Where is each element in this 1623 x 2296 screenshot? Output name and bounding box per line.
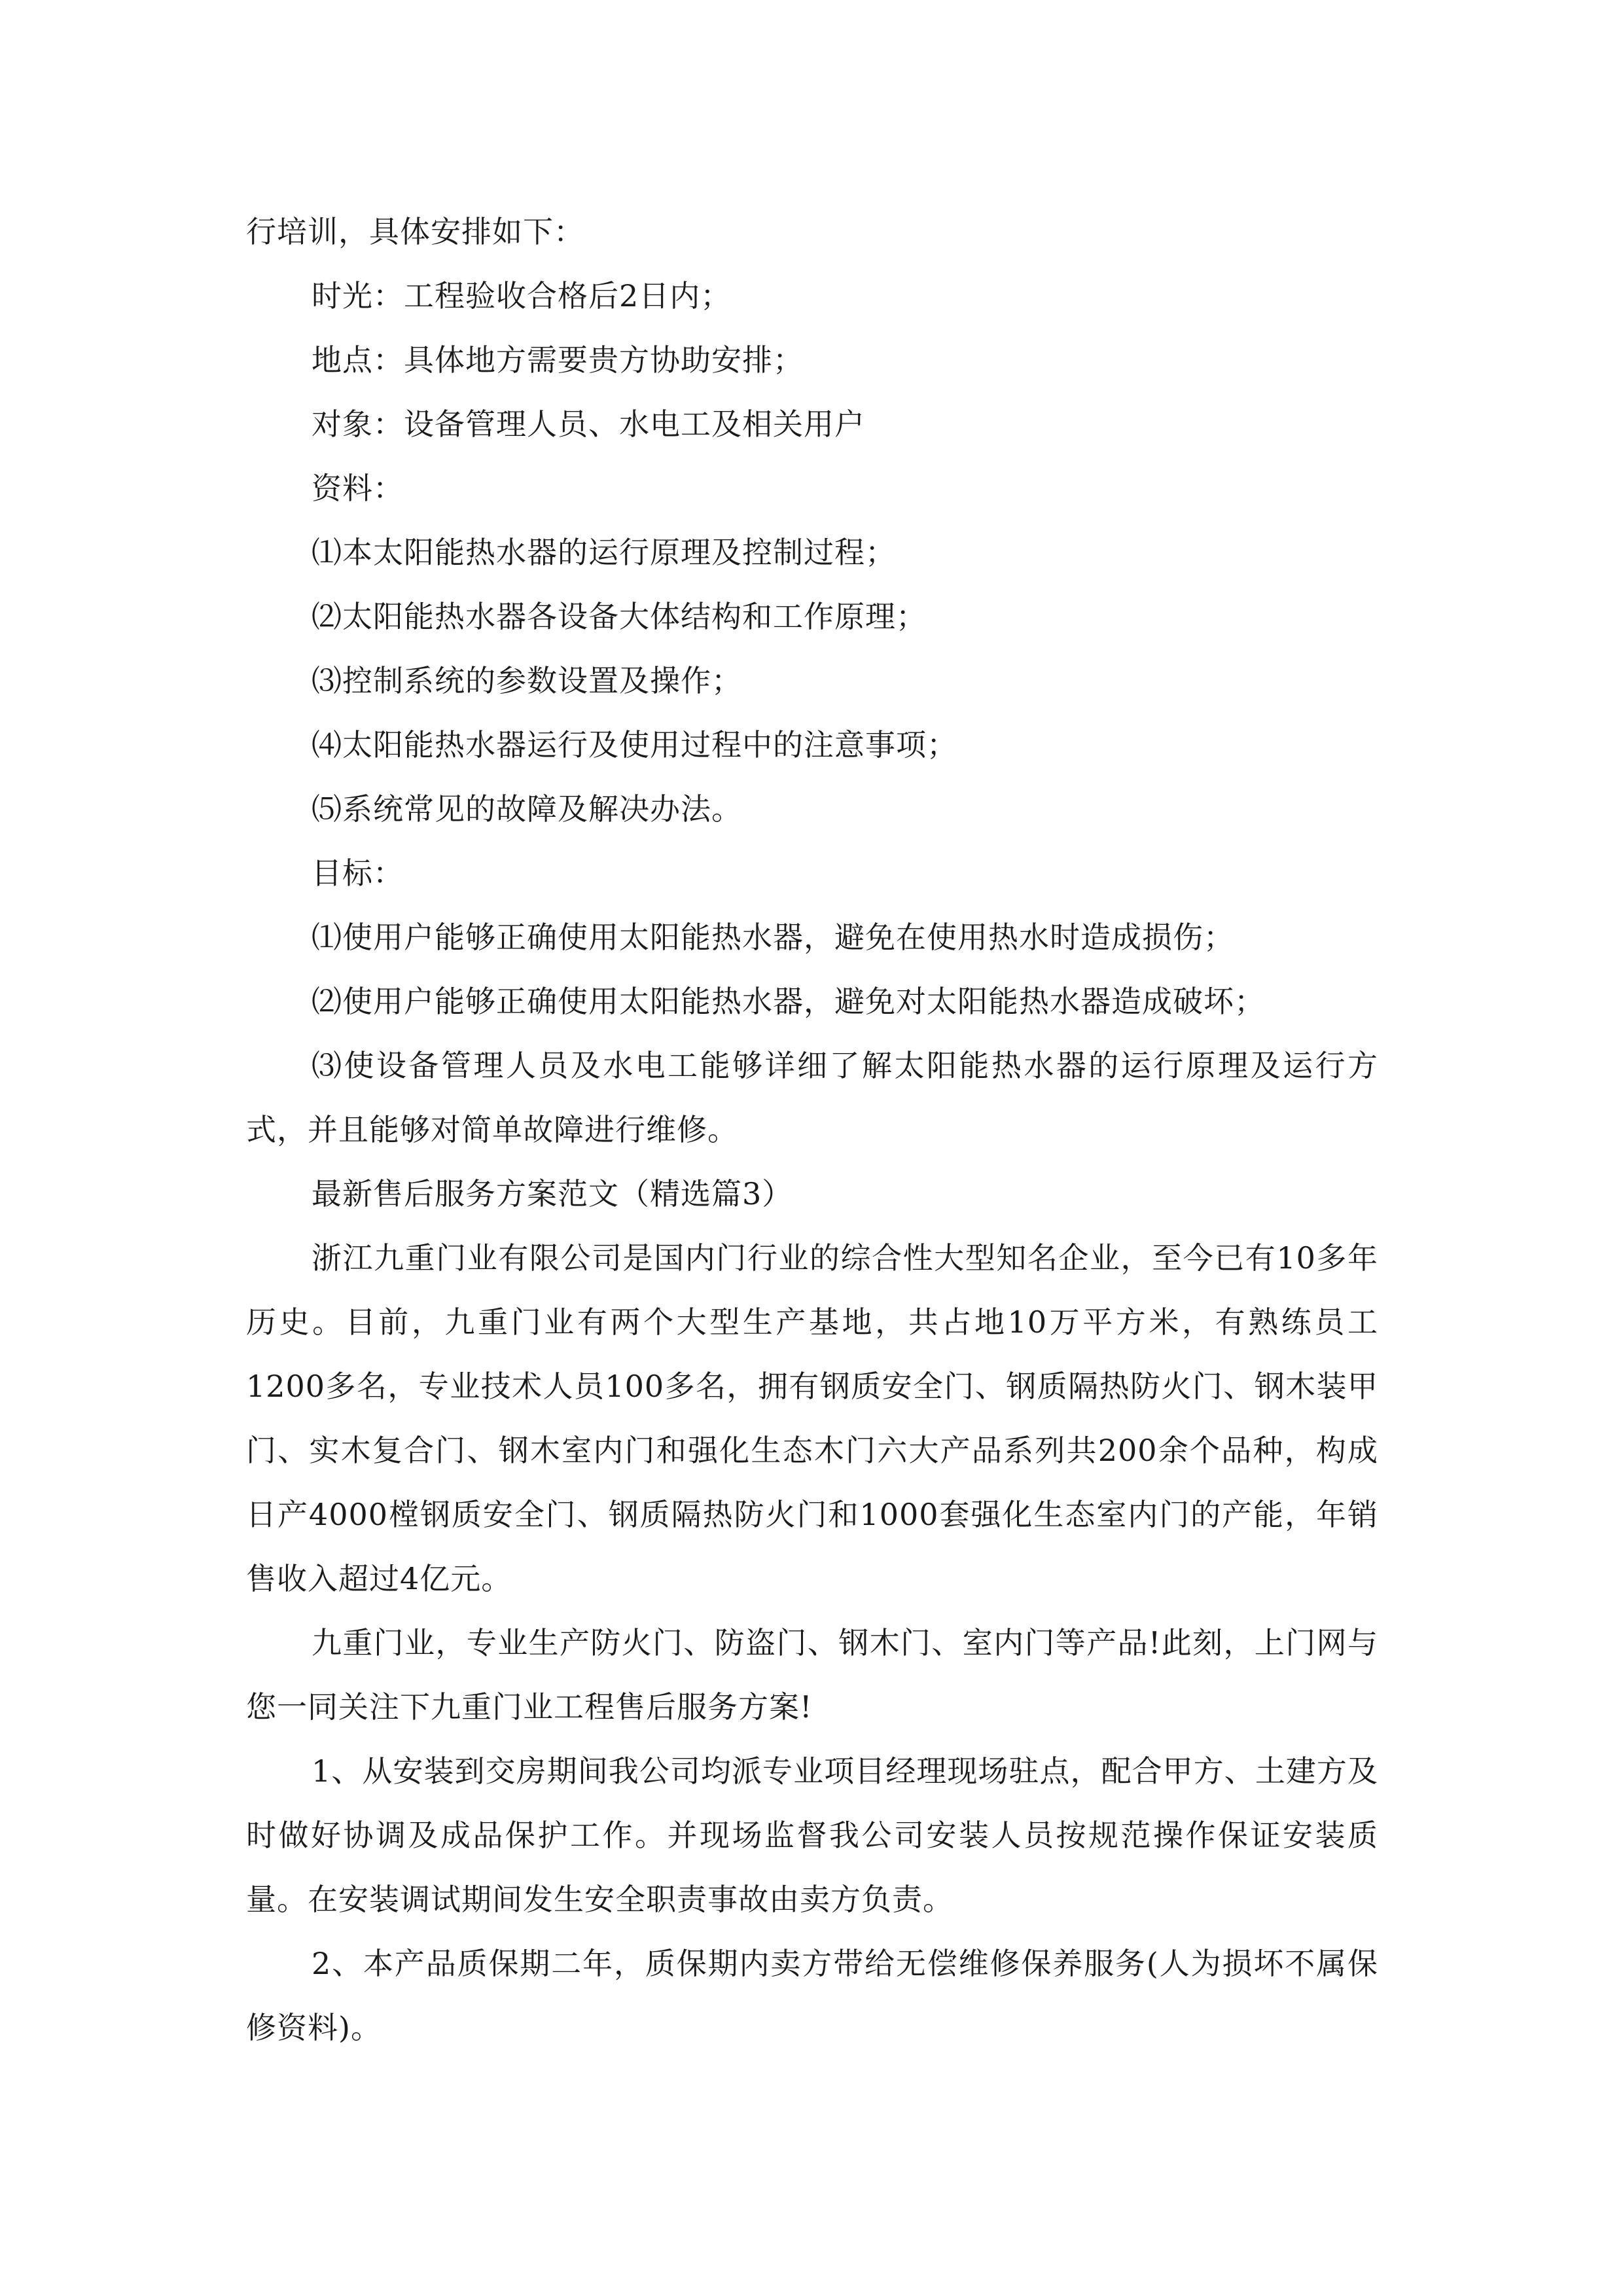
section-title: 最新售后服务方案范文（精选篇3） (312, 1176, 793, 1211)
line-time: 时光：工程验收合格后2日内； (312, 278, 732, 314)
document-page (246, 200, 1378, 2060)
paragraph-company-profile: 浙江九重门业有限公司是国内门行业的综合性大型知名企业，至今已有10多年历史。目前，九重门业有两个大型生产基地，共占地10万平方米，有熟练员工1200多名，专业技术人员100多名，拥有钢质安全门、钢质隔热防火门、钢木装甲门、实木复合门、钢木室内门和强化生态木门六大产品系列共200余个品种，构成日产4000樘钢质安全门、钢质隔热防火门和1000套强化生态室内门的产能，年销售收入超过4亿元。 (246, 1240, 1378, 1596)
line-materials-heading: 资料： (312, 471, 404, 506)
list-item-material-2: ⑵太阳能热水器各设备大体结构和工作原理； (312, 599, 927, 634)
list-item-goal-1: ⑴使用户能够正确使用太阳能热水器，避免在使用热水时造成损伤； (312, 920, 1234, 955)
list-item-material-1: ⑴本太阳能热水器的运行原理及控制过程； (312, 535, 896, 570)
line-training-arrangement: 行培训，具体安排如下： (246, 214, 584, 249)
list-item-material-3: ⑶控制系统的参数设置及操作； (312, 663, 742, 698)
line-audience: 对象：设备管理人员、水电工及相关用户 (312, 406, 865, 442)
list-item-material-5: ⑸系统常见的故障及解决办法。 (312, 791, 742, 827)
list-item-material-4: ⑷太阳能热水器运行及使用过程中的注意事项； (312, 727, 957, 762)
line-location: 地点：具体地方需要贵方协助安排； (312, 342, 804, 378)
paragraph-introduction: 九重门业，专业生产防火门、防盗门、钢木门、室内门等产品!此刻，上门网与您一同关注下九重门业工程售后服务方案! (246, 1625, 1378, 1725)
paragraph-service-item-1: 1、从安装到交房期间我公司均派专业项目经理现场驻点，配合甲方、土建方及时做好协调及成品保护工作。并现场监督我公司安装人员按规范操作保证安装质量。在安装调试期间发生安全职责事故由卖方负责。 (246, 1753, 1378, 1917)
line-goals-heading: 目标： (312, 855, 404, 891)
list-item-goal-3: ⑶使设备管理人员及水电工能够详细了解太阳能热水器的运行原理及运行方式，并且能够对简单故障进行维修。 (246, 1048, 1378, 1147)
list-item-goal-2: ⑵使用户能够正确使用太阳能热水器，避免对太阳能热水器造成破坏； (312, 984, 1265, 1019)
paragraph-service-item-2: 2、本产品质保期二年，质保期内卖方带给无偿维修保养服务(人为损坏不属保修资料)。 (246, 1946, 1378, 2045)
